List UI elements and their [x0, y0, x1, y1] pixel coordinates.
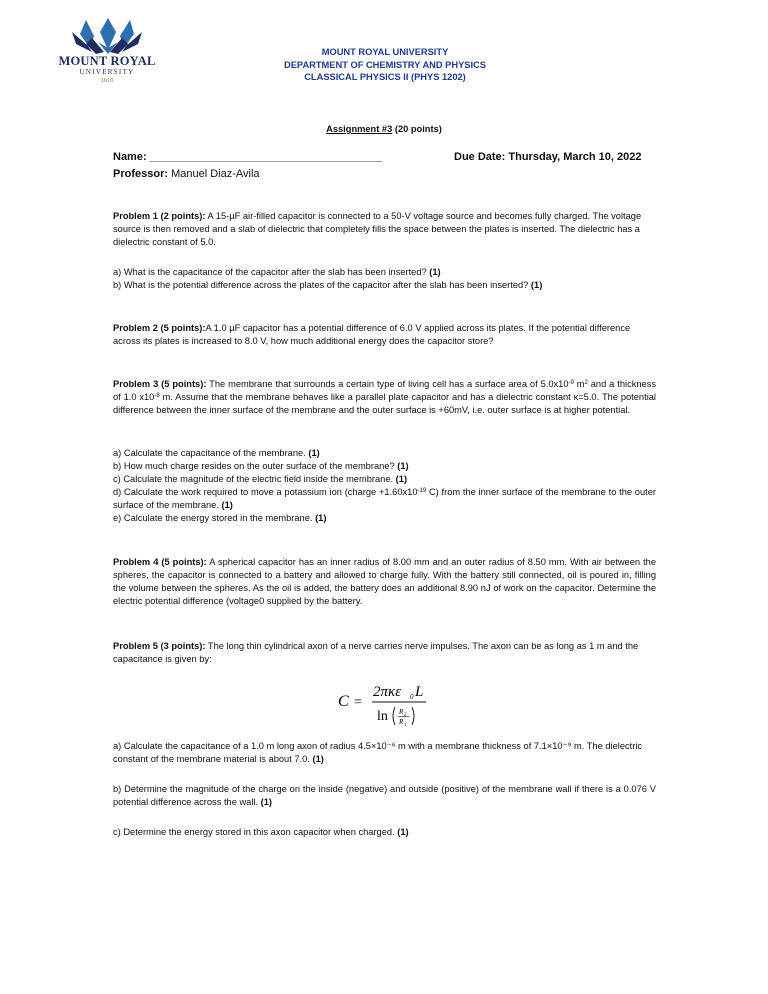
problem-1-label: Problem 1 (2 points):: [113, 211, 206, 221]
problem-1-b-text: b) What is the potential difference across the plates of the capacitor after the slab has been inserted?: [113, 280, 531, 290]
problem-3-c-text: c) Calculate the magnitude of the electric field inside the membrane.: [113, 474, 396, 484]
problem-1-a-text: a) What is the capacitance of the capacitor after the slab has been inserted?: [113, 267, 430, 277]
logo-line-1: MOUNT ROYAL: [58, 54, 156, 68]
problem-3-b-text: b) How much charge resides on the outer surface of the membrane?: [113, 461, 398, 471]
problem-3-d-text-1: d) Calculate the work required to move a potassium ion (charge +1.60x10: [113, 487, 418, 497]
problem-5-b-mark: (1): [260, 797, 273, 807]
problem-1-statement: [113, 210, 656, 249]
formula-right-paren: [412, 707, 414, 725]
formula-length: L: [415, 684, 424, 700]
problem-3-c-mark: (1): [395, 474, 408, 484]
header-university: MOUNT ROYAL UNIVERSITY: [321, 47, 449, 57]
header-department: DEPARTMENT OF CHEMISTRY AND PHYSICS: [284, 59, 486, 70]
problem-3-exp-1: -9: [568, 380, 574, 386]
problem-5-part-c: [113, 826, 656, 839]
problem-3-a-text: a) Calculate the capacitance of the membrane.: [113, 448, 309, 458]
problem-3-statement: [113, 378, 656, 417]
problem-3-part-b: [113, 460, 656, 473]
assignment-title: [0, 124, 768, 134]
professor-row: [113, 168, 260, 180]
problem-5-label: Problem 5 (3 points):: [113, 641, 206, 651]
logo-line-3: 1910: [100, 77, 114, 84]
logo-emblem-icon: [72, 18, 142, 54]
problem-3-a-mark: (1): [308, 448, 320, 458]
due-date: Due Date: Thursday, March 10, 2022: [454, 151, 642, 163]
problem-1-a-mark: (1): [429, 267, 441, 277]
problem-5-text: The long thin cylindrical axon of a nerve carries nerve impulses. The axon can be as long as 1 m and the capacitance is given by:: [113, 641, 639, 664]
assignment-points: (20 points): [392, 124, 442, 134]
formula-numerator: 2πκε: [373, 684, 402, 700]
formula-lhs: C: [338, 693, 349, 710]
problem-5-part-a: [113, 740, 656, 766]
problem-3-text-4: m. Assume that the membrane behaves like a parallel plate capacitor and has a dielectric constant κ=5.0. The potential difference between the inner surface of the membrane and the outer surface is +60mV, i.e. outer surface is at higher potential.: [113, 392, 656, 415]
problem-3-text-1: The membrane that surrounds a certain type of living cell has a surface area of 5.0x10: [206, 379, 569, 389]
formula-r1: R: [399, 718, 404, 726]
header-course: CLASSICAL PHYSICS II (PHYS 1202): [304, 72, 466, 83]
formula-epsilon-sub: 0: [410, 693, 414, 701]
problem-5-statement: [113, 640, 656, 666]
problem-1-part-a: [113, 266, 656, 279]
problem-3-b-mark: (1): [397, 461, 409, 471]
problem-5-a-text: a) Calculate the capacitance of a 1.0 m long axon of radius 4.5×10⁻⁶ m with a membrane thickness of 7.1×10⁻⁹ m. The dielectric constant of the membrane material is about 7.0.: [113, 741, 643, 764]
assignment-number: Assignment #3: [326, 124, 393, 134]
problem-3-e-mark: (1): [315, 513, 327, 523]
logo-wordmark: [55, 55, 159, 85]
document-header: [230, 46, 540, 84]
problem-3-exp-2: 2: [584, 380, 588, 386]
problem-3-d-exp: -19: [417, 488, 427, 494]
problem-5-part-b: [113, 783, 656, 809]
problem-1-b-mark: (1): [530, 280, 543, 290]
problem-2-statement: [113, 322, 656, 348]
problem-5-c-text: c) Determine the energy stored in this axon capacitor when charged.: [113, 827, 398, 837]
name-field: Name: ______________________________________: [113, 151, 383, 163]
problem-4-statement: [113, 556, 656, 608]
formula-r2-sub: 2: [404, 713, 407, 718]
problem-2-text: A 1.0 μF capacitor has a potential difference of 6.0 V applied across its plates. If the potential difference across its plates is increased to 8.0 V, how much additional energy does the capacitor store?: [113, 323, 631, 346]
problem-3-e-text: e) Calculate the energy stored in the membrane.: [113, 513, 316, 523]
problem-3-part-a: [113, 447, 656, 460]
problem-4-label: Problem 4 (5 points):: [113, 557, 207, 567]
problem-3-text-2: m: [573, 379, 585, 389]
problem-5-b-text: b) Determine the magnitude of the charge on the inside (negative) and outside (positive) of the membrane wall if there is a 0.076 V potential difference across the wall.: [113, 784, 656, 807]
problem-5-c-mark: (1): [397, 827, 409, 837]
problem-4-text: A spherical capacitor has an inner radius of 8.00 mm and an outer radius of 8.50 mm. With air between the spheres, the capacitor is connected to a battery and allowed to charge fully. With the battery still connected, oil is poured in, filling the volume between the spheres. As the oil is added, the battery does an additional 8.90 nJ of work on the capacitor. Determine the electric potential difference (voltage0 supplied by the battery.: [113, 557, 656, 606]
problem-5-a-mark: (1): [312, 754, 324, 764]
problem-3-label: Problem 3 (5 points):: [113, 379, 207, 389]
professor-name: Manuel Diaz-Avila: [168, 168, 260, 180]
problem-3-part-e: [113, 512, 656, 525]
formula-left-paren: [393, 707, 395, 725]
professor-label: Professor:: [113, 168, 169, 180]
formula-r2: R: [399, 708, 404, 716]
logo-line-2: UNIVERSITY: [79, 68, 135, 76]
formula-ln: ln: [377, 709, 388, 724]
capacitance-formula: [320, 680, 440, 730]
problem-3-part-d: [113, 486, 656, 512]
problem-2-label: Problem 2 (5 points):: [113, 323, 206, 333]
problem-1-text: A 15-μF air-filled capacitor is connected to a 50-V voltage source and becomes fully charged. The voltage source is then removed and a slab of dielectric that completely fills the space between the plates is inserted. The dielectric has a dielectric constant of 5.0.: [113, 211, 642, 247]
problem-3-d-text-2: C) from the inner surface of the membrane to the outer surface of the membrane.: [113, 487, 657, 510]
problem-3-text-3: and a thickness of 1.0 x10: [113, 379, 657, 402]
problem-3-exp-3: -8: [154, 393, 160, 399]
formula-equals: =: [354, 695, 362, 710]
problem-1-part-b: [113, 279, 656, 292]
problem-3-d-mark: (1): [221, 500, 233, 510]
formula-r1-sub: 1: [404, 723, 407, 728]
problem-3-part-c: [113, 473, 656, 486]
